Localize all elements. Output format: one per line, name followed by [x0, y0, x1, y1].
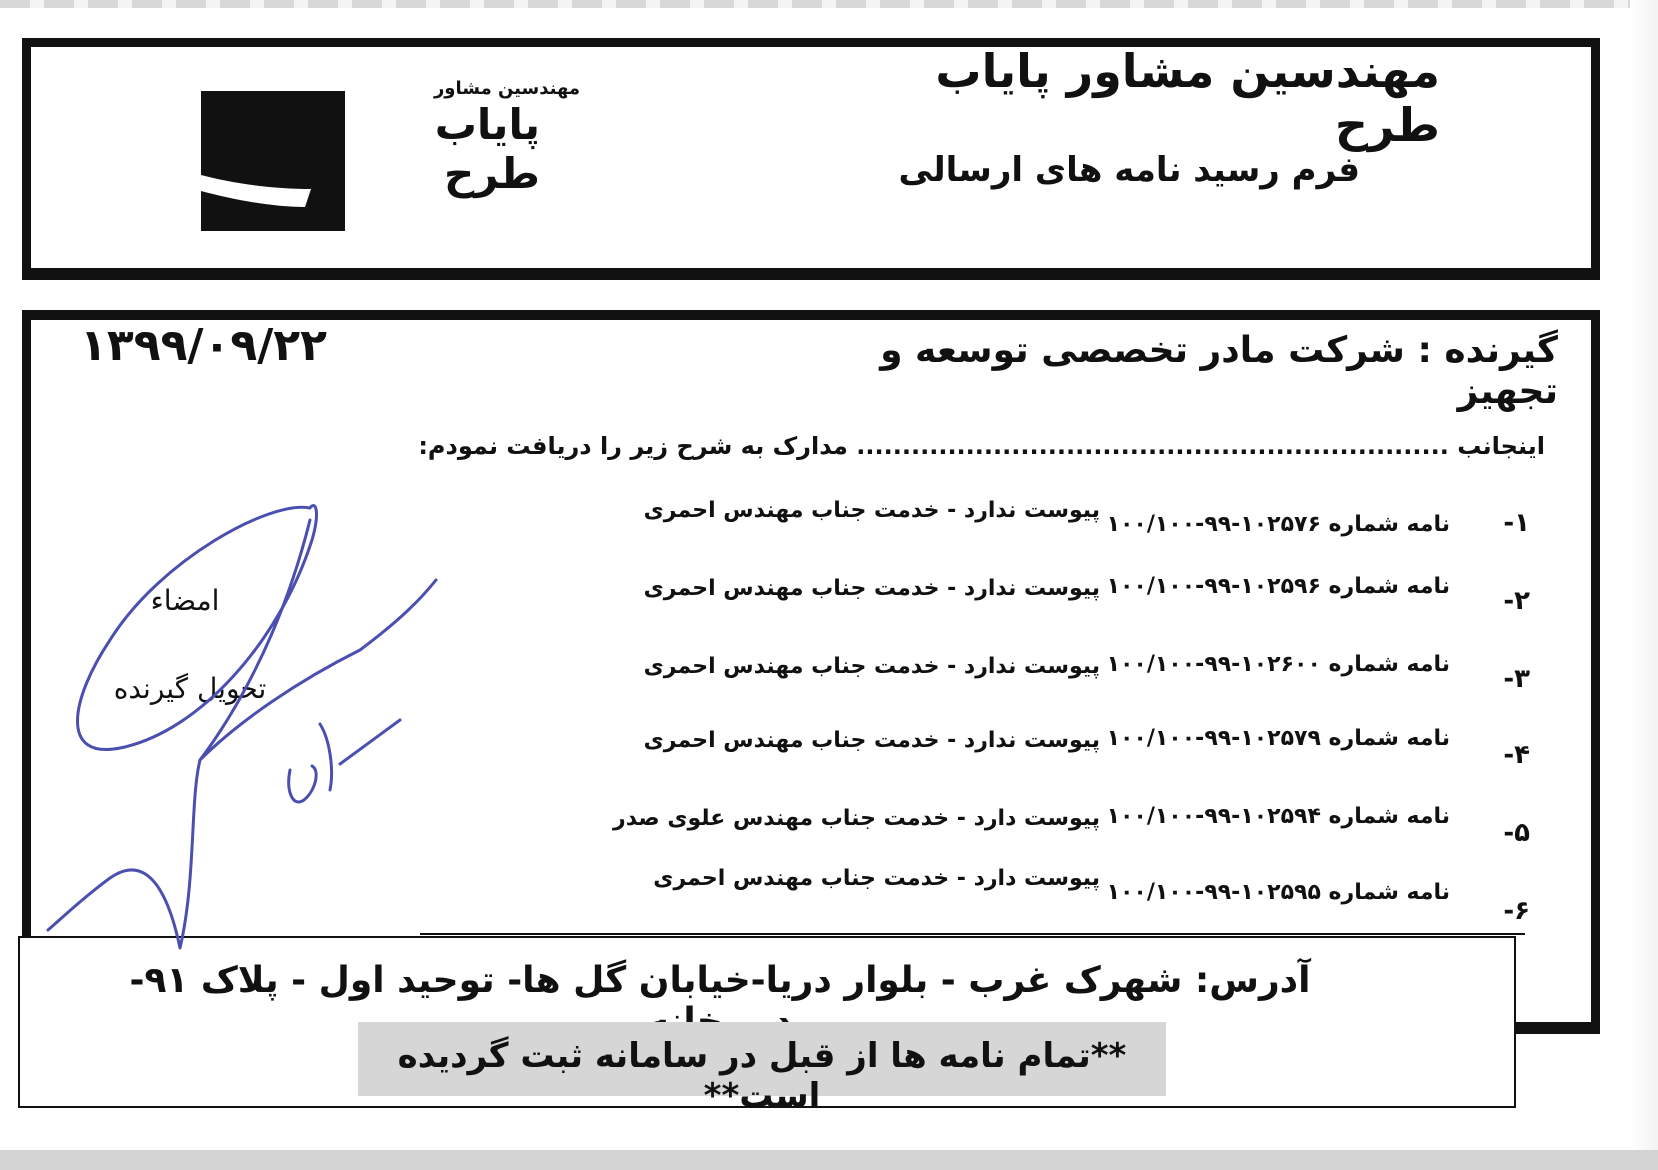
footer-note: **تمام نامه ها از قبل در سامانه ثبت گردیده است**	[397, 1036, 1127, 1116]
row-divider	[420, 933, 1525, 935]
footer-address: آدرس: شهرک غرب - بلوار دریا-خیابان گل ها- توحید اول - پلاک ۹۱-	[129, 960, 1311, 1001]
recipient-signature-label: تحویل گیرنده	[113, 672, 267, 705]
row-letter-number: نامه شماره ۱۰۲۵۹۶-۹۹-۱۰۰/۱۰۰	[1106, 574, 1450, 599]
scan-edge-right	[1630, 0, 1658, 1170]
row-letter-number: نامه شماره ۱۰۲۵۷۶-۹۹-۱۰۰/۱۰۰	[1106, 512, 1450, 537]
receipt-intro: اینجانب ................................................................. مدارک به شرح زیر را دریافت نمودم:	[418, 432, 1545, 460]
row-number: ۳-	[1503, 664, 1530, 694]
company-logo-mark	[201, 91, 345, 231]
row-description: پیوست ندارد - خدمت جناب مهندس احمری	[643, 498, 1100, 523]
row-number: ۱-	[1503, 508, 1530, 538]
row-number: ۴-	[1503, 740, 1530, 770]
row-letter-number: نامه شماره ۱۰۲۵۹۴-۹۹-۱۰۰/۱۰۰	[1106, 804, 1450, 829]
scan-edge-bottom	[0, 1150, 1658, 1170]
logo-wordmark: پایاب طرح	[434, 100, 540, 198]
row-letter-number: نامه شماره ۱۰۲۵۷۹-۹۹-۱۰۰/۱۰۰	[1106, 726, 1450, 751]
row-description: پیوست ندارد - خدمت جناب مهندس احمری	[643, 654, 1100, 679]
row-number: ۶-	[1503, 896, 1530, 926]
recipient-line: گیرنده : شرکت مادر تخصصی توسعه و تجهیز	[880, 330, 1558, 412]
row-description: پیوست دارد - خدمت جناب مهندس علوی صدر	[613, 806, 1100, 831]
row-number: ۵-	[1503, 818, 1530, 848]
signature-label: امضاء	[150, 584, 220, 617]
row-description: پیوست ندارد - خدمت جناب مهندس احمری	[643, 728, 1100, 753]
row-letter-number: نامه شماره ۱۰۲۶۰۰-۹۹-۱۰۰/۱۰۰	[1106, 652, 1450, 677]
form-title: فرم رسید نامه های ارسالی	[898, 150, 1360, 190]
row-letter-number: نامه شماره ۱۰۲۵۹۵-۹۹-۱۰۰/۱۰۰	[1106, 880, 1450, 905]
receipt-date: ۱۳۹۹/۰۹/۲۲	[80, 320, 327, 371]
logo-swoosh-icon	[201, 91, 345, 231]
row-description: پیوست ندارد - خدمت جناب مهندس احمری	[643, 576, 1100, 601]
scan-edge-top	[0, 0, 1658, 8]
logo-subtitle: مهندسین مشاور	[433, 78, 580, 99]
row-description: پیوست دارد - خدمت جناب مهندس احمری	[653, 866, 1100, 891]
company-title: مهندسین مشاور پایاب طرح	[935, 44, 1440, 152]
row-number: ۲-	[1503, 586, 1530, 616]
